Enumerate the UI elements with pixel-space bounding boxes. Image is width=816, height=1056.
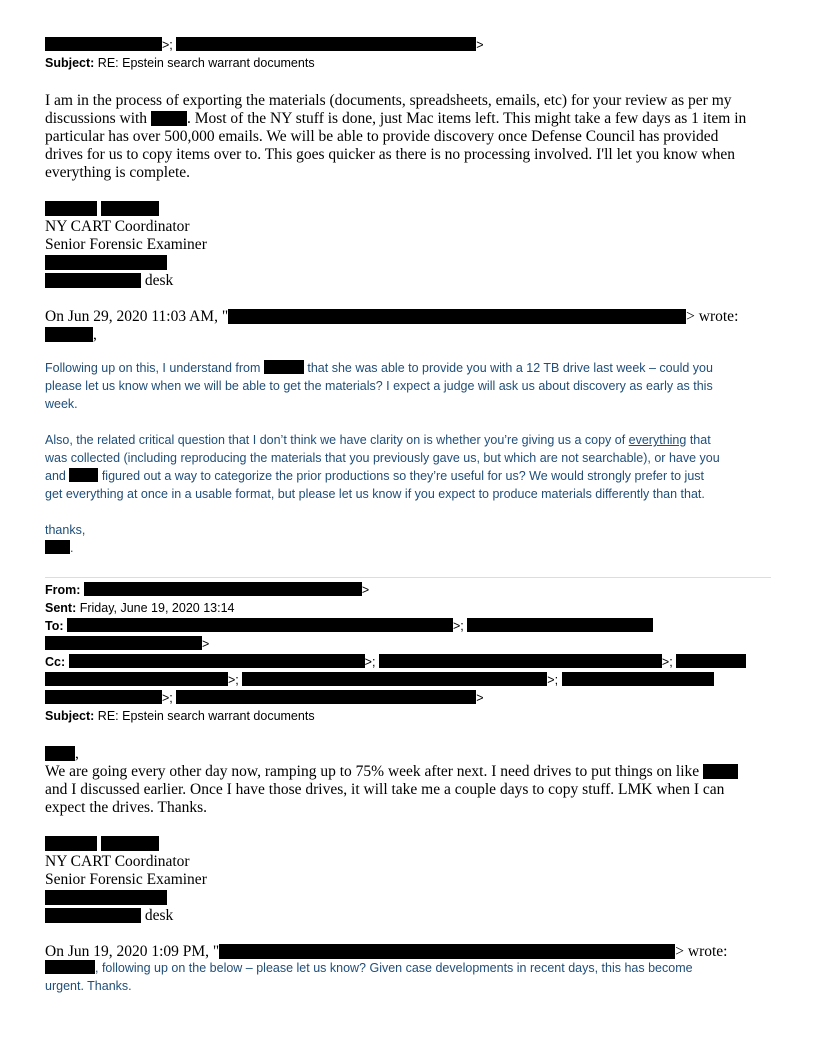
redaction — [562, 672, 714, 686]
signature-phone-redacted — [45, 254, 167, 272]
redaction — [45, 201, 97, 216]
header2-sent: Sent: Friday, June 19, 2020 13:14 — [45, 601, 235, 615]
redaction — [69, 654, 365, 668]
redaction — [176, 37, 476, 51]
reply1-line: I am in the process of exporting the materials (documents, spreadsheets, emails, etc) for your review as per my — [45, 92, 732, 109]
redaction — [45, 690, 162, 704]
redaction — [45, 672, 228, 686]
header1-recipients-line: >; > — [45, 37, 484, 53]
redaction — [45, 836, 97, 851]
message2-signoff: . — [45, 539, 73, 557]
redaction — [101, 201, 159, 216]
subject-label: Subject: — [45, 56, 95, 70]
quote-attribution: On Jun 29, 2020 11:03 AM, " > wrote: — [45, 308, 739, 325]
redaction — [45, 746, 75, 761]
message3-line: We are going every other day now, ramping up to 75% week after next. I need drives to put things on like — [45, 763, 738, 781]
redaction — [45, 255, 167, 270]
signature-title: NY CART Coordinator — [45, 218, 190, 235]
message2-line: was collected (including reproducing the materials that you previously gave us, but which are not searchable), or have you — [45, 451, 720, 465]
redaction — [379, 654, 662, 668]
redaction — [219, 944, 675, 959]
signature-title: Senior Forensic Examiner — [45, 871, 207, 888]
redaction — [242, 672, 547, 686]
redaction — [703, 764, 738, 779]
header1-subject-line — [45, 55, 315, 71]
reply1-line: drives for us to copy items over to. This goes quicker as there is no processing involved. I'll let you know when — [45, 146, 735, 163]
signature-desk: desk — [45, 272, 173, 290]
message3-greeting: , — [45, 745, 79, 763]
header2-to-cont: > — [45, 636, 209, 652]
signature-title: NY CART Coordinator — [45, 853, 190, 870]
redaction — [67, 618, 453, 632]
message2-line: week. — [45, 397, 78, 411]
redaction — [45, 273, 141, 288]
signature-desk: desk — [45, 907, 173, 925]
signature-title: Senior Forensic Examiner — [45, 236, 207, 253]
reply1-line: discussions with . Most of the NY stuff is done, just Mac items left. This might take a few days as 1 item in — [45, 110, 747, 127]
redaction — [467, 618, 653, 632]
message3-line: expect the drives. Thanks. — [45, 799, 207, 816]
signature-name-redacted — [45, 200, 159, 218]
message3-line: and I discussed earlier. Once I have those drives, it will take me a couple days to copy stuff. LMK when I can — [45, 781, 725, 798]
redaction — [45, 890, 167, 905]
subject-text: RE: Epstein search warrant documents — [97, 56, 315, 70]
redaction — [228, 309, 686, 324]
signature-phone-redacted — [45, 889, 167, 907]
redaction — [69, 468, 98, 482]
redaction — [45, 327, 93, 342]
quote-attribution: On Jun 19, 2020 1:09 PM, " > wrote: — [45, 943, 728, 960]
redaction — [45, 960, 95, 974]
header2-to: To: >; — [45, 618, 653, 634]
redaction — [151, 111, 187, 126]
message2-line: please let us know when we will be able to get the materials? I expect a judge will ask us about discovery as early as this — [45, 379, 713, 393]
message2-line: and figured out a way to categorize the prior productions so they’re useful for us? We would strongly prefer to just — [45, 469, 704, 483]
divider — [45, 577, 771, 578]
quote2-line: , following up on the below – please let us know? Given case developments in recent days, this has become — [45, 959, 693, 977]
header2-cc-cont: >; > — [45, 690, 484, 706]
redaction — [45, 540, 70, 554]
reply1-line: everything is complete. — [45, 164, 191, 181]
redaction — [84, 582, 362, 596]
message2-line: get everything at once in a usable format, but please let us know if you expect to produce materials differently than that. — [45, 487, 705, 501]
redaction — [264, 360, 304, 374]
header2-cc: Cc: >; >; — [45, 654, 746, 670]
redaction — [45, 908, 141, 923]
quote-greeting: , — [45, 326, 97, 344]
reply1-line: particular has over 500,000 emails. We will be able to provide discovery once Defense Council has provided — [45, 128, 719, 145]
signature-name-redacted — [45, 835, 159, 853]
redaction — [176, 690, 476, 704]
message2-line: Also, the related critical question that I don’t think we have clarity on is whether you’re giving us a copy of everything that — [45, 433, 711, 447]
redaction — [676, 654, 746, 668]
header2-from: From: > — [45, 583, 370, 597]
redaction — [45, 37, 162, 51]
header2-cc-cont: >; >; — [45, 672, 714, 688]
message2-line: Following up on this, I understand from that she was able to provide you with a 12 TB drive last week – could you — [45, 361, 713, 375]
header2-subject: Subject: RE: Epstein search warrant documents — [45, 709, 315, 723]
redaction — [45, 636, 202, 650]
redaction — [101, 836, 159, 851]
quote2-line: urgent. Thanks. — [45, 979, 132, 993]
message2-closing: thanks, — [45, 523, 86, 537]
